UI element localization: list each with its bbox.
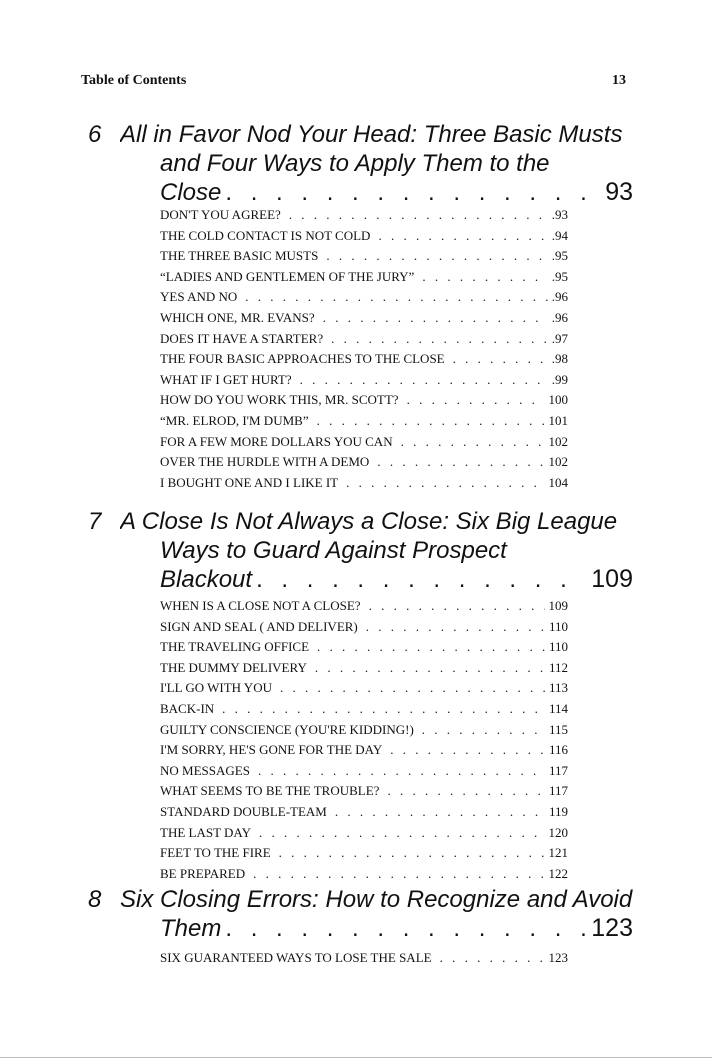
dot-leader xyxy=(377,452,544,473)
entry-title: FOR A FEW MORE DOLLARS YOU CAN xyxy=(160,433,393,449)
entry-page: .96 xyxy=(551,309,568,325)
dot-leader xyxy=(346,473,544,494)
entry-title: FEET TO THE FIRE xyxy=(160,845,271,861)
chapter-8-heading[interactable] xyxy=(88,885,633,943)
entry-title: THE THREE BASIC MUSTS xyxy=(160,248,319,264)
chapter-title-end: Close xyxy=(160,179,222,206)
entry-page: 110 xyxy=(548,618,568,634)
entry-page: 100 xyxy=(548,392,568,408)
chapter-8-entries xyxy=(160,948,568,969)
chapter-number: 8 xyxy=(88,886,102,913)
dot-leader xyxy=(259,823,544,844)
dot-leader xyxy=(300,370,548,391)
toc-entry[interactable] xyxy=(160,823,568,844)
chapter-title-end: Them xyxy=(160,915,222,942)
toc-entry[interactable] xyxy=(160,246,568,267)
entry-title: “LADIES AND GENTLEMEN OF THE JURY” xyxy=(160,268,415,284)
entry-title: GUILTY CONSCIENCE (YOU'RE KIDDING!) xyxy=(160,721,414,737)
chapter-title-last-line xyxy=(160,178,633,207)
chapter-title-end: Blackout xyxy=(160,566,253,593)
entry-page: .95 xyxy=(551,268,568,284)
entry-page: 120 xyxy=(548,824,568,840)
entry-title: WHAT SEEMS TO BE THE TROUBLE? xyxy=(160,783,380,799)
entry-page: 119 xyxy=(548,803,568,819)
toc-entry[interactable] xyxy=(160,843,568,864)
toc-entry[interactable] xyxy=(160,596,568,617)
dot-leader xyxy=(422,267,547,288)
toc-entry[interactable] xyxy=(160,308,568,329)
entry-title: BE PREPARED xyxy=(160,865,246,881)
entry-page: 102 xyxy=(548,454,568,470)
dot-leader xyxy=(422,720,545,741)
entry-page: .99 xyxy=(551,371,568,387)
toc-entry[interactable] xyxy=(160,329,568,350)
dot-leader xyxy=(258,761,545,782)
dot-leader xyxy=(453,349,548,370)
entry-title: I BOUGHT ONE AND I LIKE IT xyxy=(160,474,339,490)
chapter-title-line: and Four Ways to Apply Them to the xyxy=(160,150,550,177)
dot-leader xyxy=(335,802,545,823)
dot-leader xyxy=(256,565,587,594)
chapter-number: 6 xyxy=(88,121,102,148)
dot-leader xyxy=(366,617,545,638)
toc-entry[interactable] xyxy=(160,658,568,679)
dot-leader xyxy=(225,914,587,943)
entry-page: .96 xyxy=(551,289,568,305)
dot-leader xyxy=(289,205,548,226)
chapter-title-line: All in Favor Nod Your Head: Three Basic Musts xyxy=(120,121,623,148)
entry-page: 123 xyxy=(548,950,568,965)
chapter-7-heading[interactable] xyxy=(88,507,633,594)
entry-title: I'M SORRY, HE'S GONE FOR THE DAY xyxy=(160,742,383,758)
toc-entry[interactable] xyxy=(160,226,568,247)
toc-entry[interactable] xyxy=(160,720,568,741)
dot-leader xyxy=(390,740,545,761)
dot-leader xyxy=(222,699,545,720)
entry-page: 117 xyxy=(548,762,568,778)
toc-entry[interactable] xyxy=(160,432,568,453)
entry-page: 116 xyxy=(548,742,568,758)
entry-title: STANDARD DOUBLE-TEAM xyxy=(160,803,327,819)
entry-page: 113 xyxy=(548,680,568,696)
entry-title: DON'T YOU AGREE? xyxy=(160,207,281,222)
toc-entry[interactable] xyxy=(160,948,568,969)
bottom-rule xyxy=(0,1057,712,1058)
entry-title: WHAT IF I GET HURT? xyxy=(160,371,292,387)
dot-leader xyxy=(323,308,548,329)
toc-entry[interactable] xyxy=(160,349,568,370)
entry-title: THE FOUR BASIC APPROACHES TO THE CLOSE xyxy=(160,351,445,367)
entry-page: 109 xyxy=(548,598,568,613)
entry-page: 102 xyxy=(548,433,568,449)
entry-page: 115 xyxy=(548,721,568,737)
entry-title: THE LAST DAY xyxy=(160,824,252,840)
entry-page: 117 xyxy=(548,783,568,799)
entry-title: THE DUMMY DELIVERY xyxy=(160,659,307,675)
entry-title: WHICH ONE, MR. EVANS? xyxy=(160,309,315,325)
toc-entry[interactable] xyxy=(160,411,568,432)
entry-page: 121 xyxy=(548,845,568,861)
chapter-title-line: Six Closing Errors: How to Recognize and Avoid xyxy=(120,886,633,913)
dot-leader xyxy=(317,637,545,658)
entry-title: “MR. ELROD, I'M DUMB” xyxy=(160,412,309,428)
dot-leader xyxy=(317,411,545,432)
toc-entry[interactable] xyxy=(160,617,568,638)
toc-entry[interactable] xyxy=(160,205,568,226)
entry-title: DOES IT HAVE A STARTER? xyxy=(160,330,324,346)
toc-entry[interactable] xyxy=(160,267,568,288)
entry-title: OVER THE HURDLE WITH A DEMO xyxy=(160,454,370,470)
entry-title: YES AND NO xyxy=(160,289,238,305)
toc-entry[interactable] xyxy=(160,370,568,391)
dot-leader xyxy=(280,678,545,699)
chapter-6-heading[interactable] xyxy=(88,120,633,207)
chapter-page: 93 xyxy=(605,178,633,206)
toc-entry[interactable] xyxy=(160,761,568,782)
entry-title: WHEN IS A CLOSE NOT A CLOSE? xyxy=(160,598,361,613)
entry-title: I'LL GO WITH YOU xyxy=(160,680,272,696)
toc-entry[interactable] xyxy=(160,740,568,761)
chapter-title-last-line xyxy=(160,914,633,943)
dot-leader xyxy=(253,864,544,885)
dot-leader xyxy=(440,948,545,969)
chapter-page: 123 xyxy=(591,914,633,942)
entry-title: HOW DO YOU WORK THIS, MR. SCOTT? xyxy=(160,392,399,408)
dot-leader xyxy=(315,658,545,679)
running-title: Table of Contents xyxy=(81,73,187,88)
dot-leader xyxy=(407,390,545,411)
toc-entry[interactable] xyxy=(160,699,568,720)
page-number: 13 xyxy=(612,73,626,88)
entry-page: 101 xyxy=(548,412,568,428)
entry-page: .93 xyxy=(551,207,568,222)
chapter-title-last-line xyxy=(160,565,633,594)
entry-title: SIX GUARANTEED WAYS TO LOSE THE SALE xyxy=(160,950,432,965)
entry-page: .95 xyxy=(551,248,568,264)
dot-leader xyxy=(225,178,601,207)
chapter-page: 109 xyxy=(591,565,633,593)
toc-entry[interactable] xyxy=(160,473,568,494)
dot-leader xyxy=(326,246,547,267)
toc-entry[interactable] xyxy=(160,390,568,411)
dot-leader xyxy=(387,781,545,802)
dot-leader xyxy=(245,287,547,308)
entry-page: .97 xyxy=(551,330,568,346)
entry-title: THE COLD CONTACT IS NOT COLD xyxy=(160,227,371,243)
dot-leader xyxy=(378,226,547,247)
dot-leader xyxy=(401,432,545,453)
dot-leader xyxy=(331,329,548,350)
toc-entry[interactable] xyxy=(160,637,568,658)
chapter-6-entries xyxy=(160,205,568,493)
chapter-7-entries xyxy=(160,596,568,884)
entry-title: THE TRAVELING OFFICE xyxy=(160,639,310,655)
dot-leader xyxy=(279,843,545,864)
entry-page: 112 xyxy=(548,659,568,675)
chapter-title-line: Ways to Guard Against Prospect xyxy=(160,537,507,564)
entry-page: 110 xyxy=(548,639,568,655)
entry-page: .98 xyxy=(551,351,568,367)
chapter-title-line: A Close Is Not Always a Close: Six Big League xyxy=(120,508,618,535)
entry-page: 122 xyxy=(548,865,568,881)
entry-title: NO MESSAGES xyxy=(160,762,250,778)
entry-title: SIGN AND SEAL ( AND DELIVER) xyxy=(160,618,358,634)
toc-entry[interactable] xyxy=(160,864,568,885)
toc-entry[interactable] xyxy=(160,781,568,802)
entry-title: BACK-IN xyxy=(160,700,215,716)
toc-entry[interactable] xyxy=(160,802,568,823)
dot-leader xyxy=(369,596,545,617)
chapter-number: 7 xyxy=(88,508,102,535)
entry-page: 104 xyxy=(548,474,568,490)
entry-page: 114 xyxy=(548,700,568,716)
toc-entry[interactable] xyxy=(160,287,568,308)
toc-entry[interactable] xyxy=(160,678,568,699)
entry-page: .94 xyxy=(551,227,568,243)
toc-entry[interactable] xyxy=(160,452,568,473)
